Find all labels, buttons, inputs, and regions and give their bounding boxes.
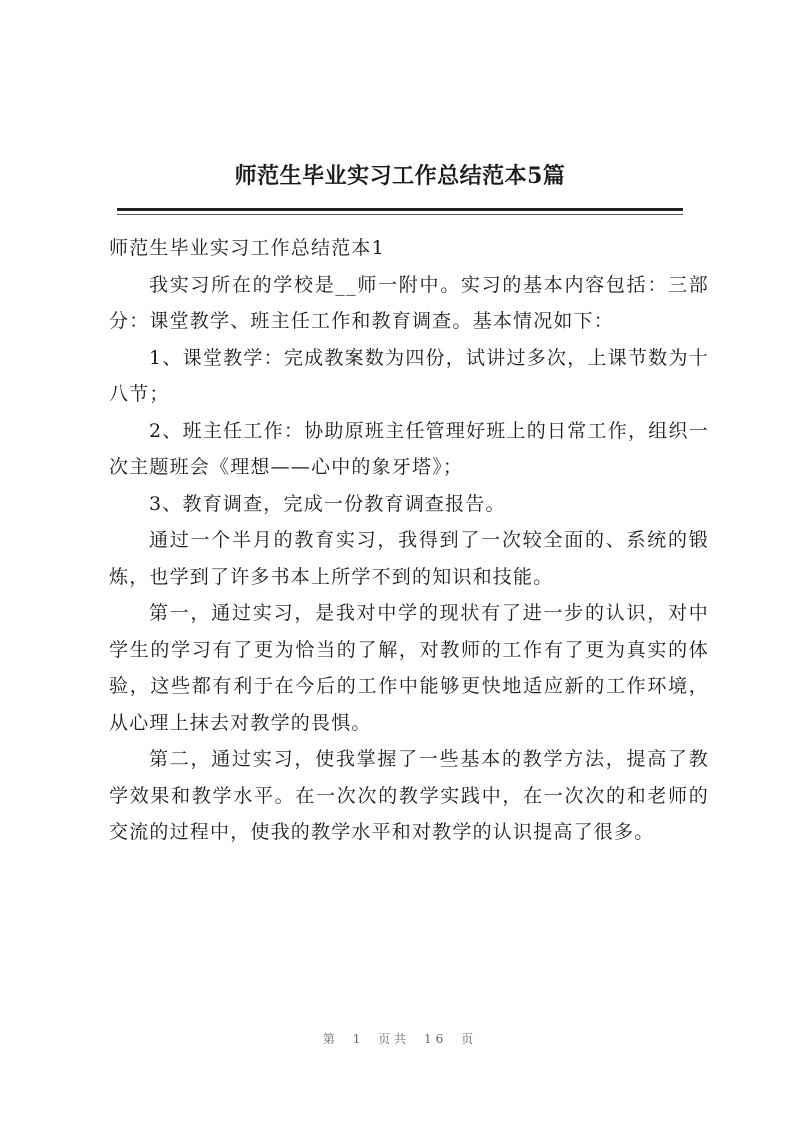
paragraph-summary: 通过一个半月的教育实习，我得到了一次较全面的、系统的锻炼，也学到了许多书本上所学不到的知识和技能。	[109, 529, 709, 588]
paragraph-first-point: 第一，通过实习，是我对中学的现状有了进一步的认识，对中学生的学习有了更为恰当的了解，对教师的工作有了更为真实的体验，这些都有利于在今后的工作中能够更快地适应新的工作环境，从心理上抹去对教学的畏惧。	[109, 602, 709, 734]
title-divider	[117, 208, 683, 211]
page-number-footer: 第 1 页共 16 页	[322, 1032, 478, 1046]
paragraph-intro: 我实习所在的学校是__师一附中。实习的基本内容包括：三部分：课堂教学、班主任工作和教育调查。基本情况如下：	[109, 273, 709, 332]
document-body	[109, 230, 709, 851]
document-title: 师范生毕业实习工作总结范本5篇	[234, 163, 566, 189]
section-heading: 师范生毕业实习工作总结范本1	[109, 237, 385, 259]
paragraph-education-survey: 3、教育调查，完成一份教育调查报告。	[149, 492, 506, 515]
paragraph-class-teacher-work: 2、班主任工作：协助原班主任管理好班上的日常工作，组织一次主题班会《理想——心中的象牙塔》；	[109, 419, 709, 478]
paragraph-second-point: 第二，通过实习，使我掌握了一些基本的教学方法，提高了教学效果和教学水平。在一次次的教学实践中，在一次次的和老师的交流的过程中，使我的教学水平和对教学的认识提高了很多。	[109, 748, 709, 843]
paragraph-classroom-teaching: 1、课堂教学：完成教案数为四份，试讲过多次，上课节数为十八节；	[109, 346, 709, 405]
title-divider-thin	[117, 214, 683, 215]
